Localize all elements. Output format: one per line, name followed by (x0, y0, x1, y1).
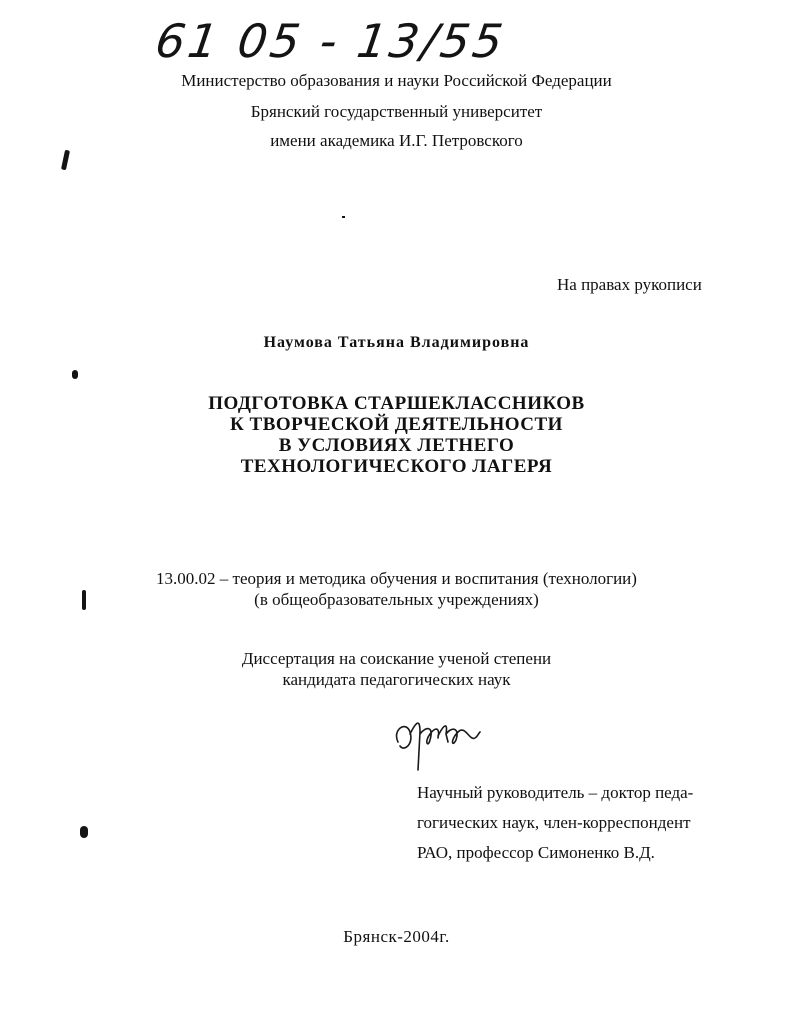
specialty-line: 13.00.02 – теория и методика обучения и воспитания (технологии) (156, 569, 637, 588)
title-line: ТЕХНОЛОГИЧЕСКОГО ЛАГЕРЯ (240, 456, 553, 477)
specialty-code (0, 568, 793, 610)
supervisor-line: Научный руководитель – доктор педа- (417, 783, 694, 802)
degree-line: Диссертация на соискание ученой степени (241, 649, 552, 668)
named-after-line: имени академика И.Г. Петровского (270, 131, 523, 150)
university-line: Брянский государственный университет (250, 102, 543, 121)
handwritten-catalog-number: 61 05 - 13/55 (152, 14, 509, 68)
rights-notice: На правах рукописи (557, 275, 702, 294)
scan-mark (80, 826, 88, 838)
ministry-line: Министерство образования и науки Российской Федерации (181, 71, 612, 90)
specialty-line: (в общеобразовательных учреждениях) (254, 590, 539, 609)
handwritten-signature (390, 712, 490, 774)
title-line: В УСЛОВИЯХ ЛЕТНЕГО (278, 435, 515, 456)
scan-mark (61, 150, 70, 171)
city-and-year: Брянск-2004г. (343, 927, 450, 946)
scan-mark (342, 216, 345, 218)
degree-line: кандидата педагогических наук (282, 670, 511, 689)
supervisor-line: гогических наук, член-корреспондент (417, 813, 691, 832)
author-name: Наумова Татьяна Владимировна (263, 334, 530, 351)
title-line: К ТВОРЧЕСКОЙ ДЕЯТЕЛЬНОСТИ (230, 414, 563, 435)
title-line: ПОДГОТОВКА СТАРШЕКЛАССНИКОВ (208, 393, 585, 414)
scan-mark (82, 590, 86, 610)
dissertation-title (0, 393, 793, 477)
degree-statement (0, 648, 793, 690)
scan-mark (72, 370, 78, 379)
scientific-supervisor (417, 778, 757, 868)
supervisor-line: РАО, профессор Симоненко В.Д. (417, 843, 655, 862)
